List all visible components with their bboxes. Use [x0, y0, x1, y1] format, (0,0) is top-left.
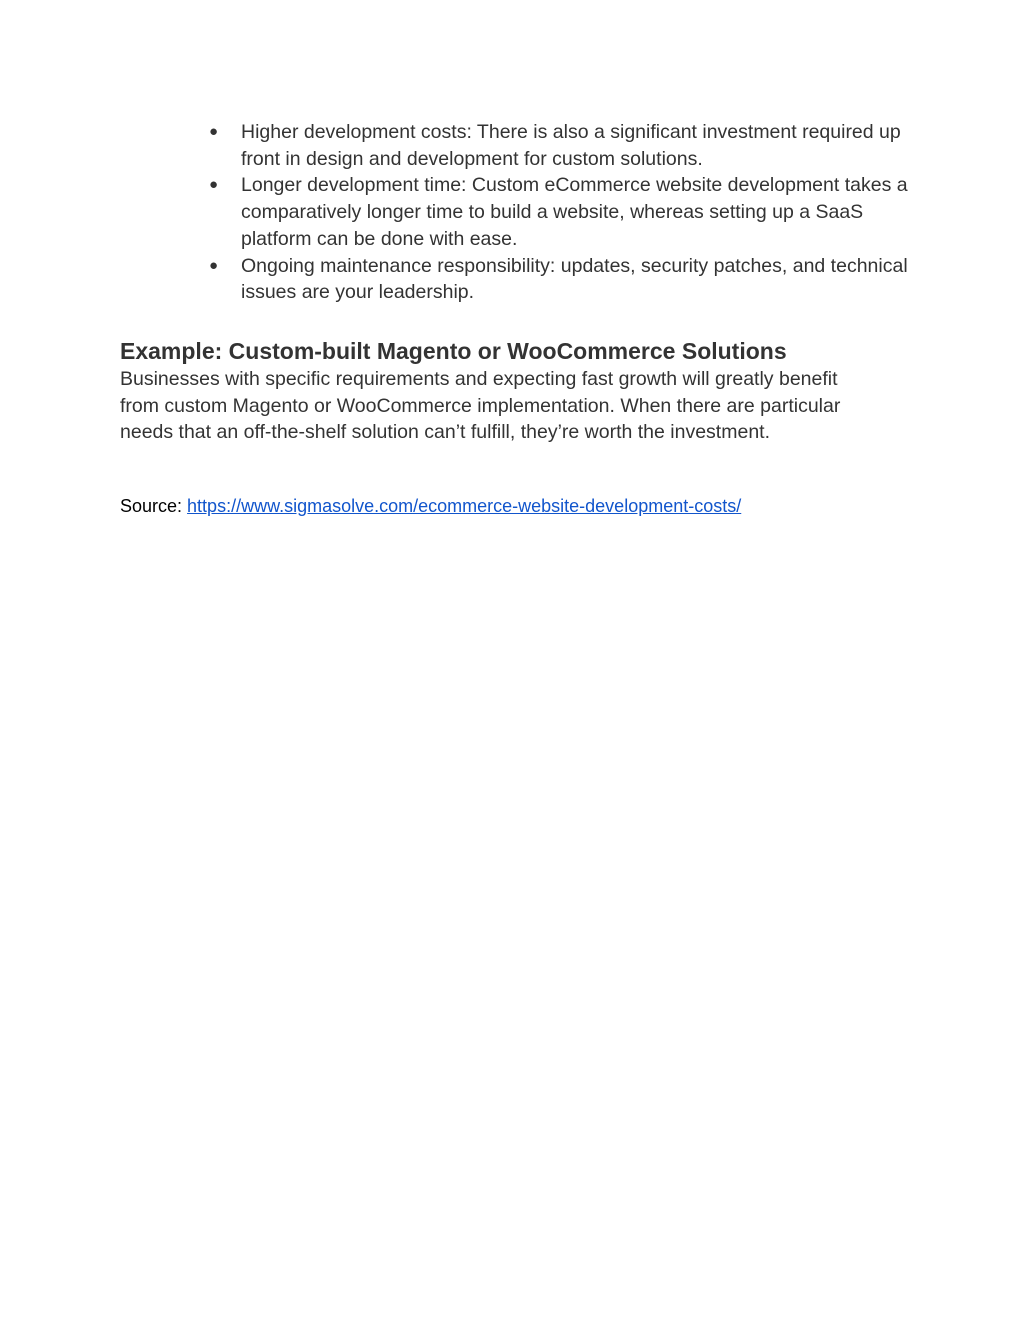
example-paragraph: Businesses with specific requirements and expecting fast growth will greatly benefit from custom Magento or WooCommerce implementation. When there are particular needs that an off-the-shelf solution can’t fulfill, they’re worth the investment. [120, 368, 841, 444]
bullet-text-longer-time: Longer development time: Custom eCommerce website development takes a comparatively longer time to build a website, whereas setting up a SaaS platform can be done with ease. [241, 174, 908, 250]
source-label: Source: [120, 496, 188, 516]
bullet-text-higher-costs: Higher development costs: There is also a significant investment required up front in design and development for custom solutions. [241, 121, 901, 170]
cons-bullet-list [209, 119, 909, 306]
bullet-text-maintenance: Ongoing maintenance responsibility: updates, security patches, and technical issues are your leadership. [241, 254, 908, 304]
list-item [209, 119, 909, 172]
source-link[interactable]: https://www.sigmasolve.com/ecommerce-website-development-costs/ [187, 496, 742, 516]
list-item [209, 253, 909, 306]
bullet-icon: ● [209, 123, 219, 140]
list-item [209, 172, 909, 252]
source-line [120, 494, 741, 518]
bullet-icon: ● [209, 256, 219, 274]
example-heading: Example: Custom-built Magento or WooCommerce Solutions [120, 338, 787, 364]
bullet-icon: ● [209, 176, 219, 194]
